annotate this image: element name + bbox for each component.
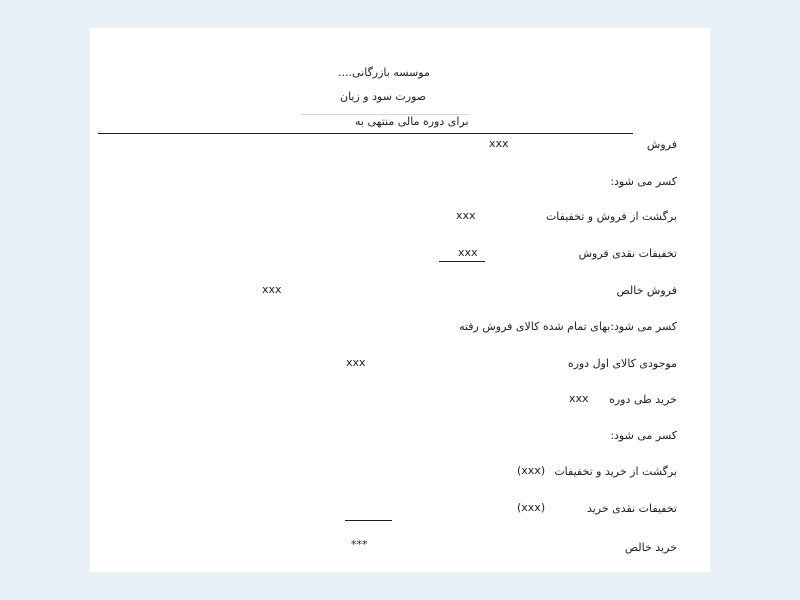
purchase-returns-label: برگشت از خرید و تخفیفات bbox=[554, 465, 677, 478]
sales-returns-amount: xxx bbox=[456, 209, 476, 222]
statement-title: صورت سود و زیان bbox=[340, 90, 427, 103]
sales-label: فروش bbox=[646, 138, 677, 151]
beginning-inventory-amount: xxx bbox=[346, 356, 366, 369]
less-cogs-label: کسر می شود:بهای تمام شده کالای فروش رفته bbox=[459, 320, 677, 333]
purchase-discounts-label: تخفیفات نقدی خرید bbox=[586, 502, 677, 515]
net-sales-amount: xxx bbox=[262, 283, 282, 296]
period-label: برای دوره مالی منتهی به bbox=[355, 115, 469, 128]
sales-discounts-underline bbox=[439, 261, 485, 262]
net-sales-label: فروش خالص bbox=[616, 284, 677, 297]
net-purchases-amount: *** bbox=[351, 538, 368, 551]
less-label-1: کسر می شود: bbox=[610, 175, 677, 188]
sales-returns-label: برگشت از فروش و تخفیفات bbox=[545, 210, 677, 223]
purchases-label: خرید طی دوره bbox=[609, 393, 677, 406]
net-purchases-label: خرید خالص bbox=[624, 541, 677, 554]
purchase-discounts-underline bbox=[345, 520, 392, 521]
header-rule bbox=[98, 133, 633, 134]
purchase-discounts-amount: (xxx) bbox=[517, 501, 546, 514]
purchase-returns-amount: (xxx) bbox=[517, 464, 546, 477]
purchases-amount: xxx bbox=[569, 392, 589, 405]
statement-page bbox=[90, 28, 710, 572]
beginning-inventory-label: موجودی کالای اول دوره bbox=[567, 357, 677, 370]
sales-discounts-amount: xxx bbox=[458, 246, 478, 259]
sales-amount: xxx bbox=[489, 137, 509, 150]
company-name: موسسه بازرگانی.... bbox=[338, 66, 430, 79]
less-label-2: کسر می شود: bbox=[610, 429, 677, 442]
sales-discounts-label: تخفیفات نقدی فروش bbox=[578, 247, 677, 260]
